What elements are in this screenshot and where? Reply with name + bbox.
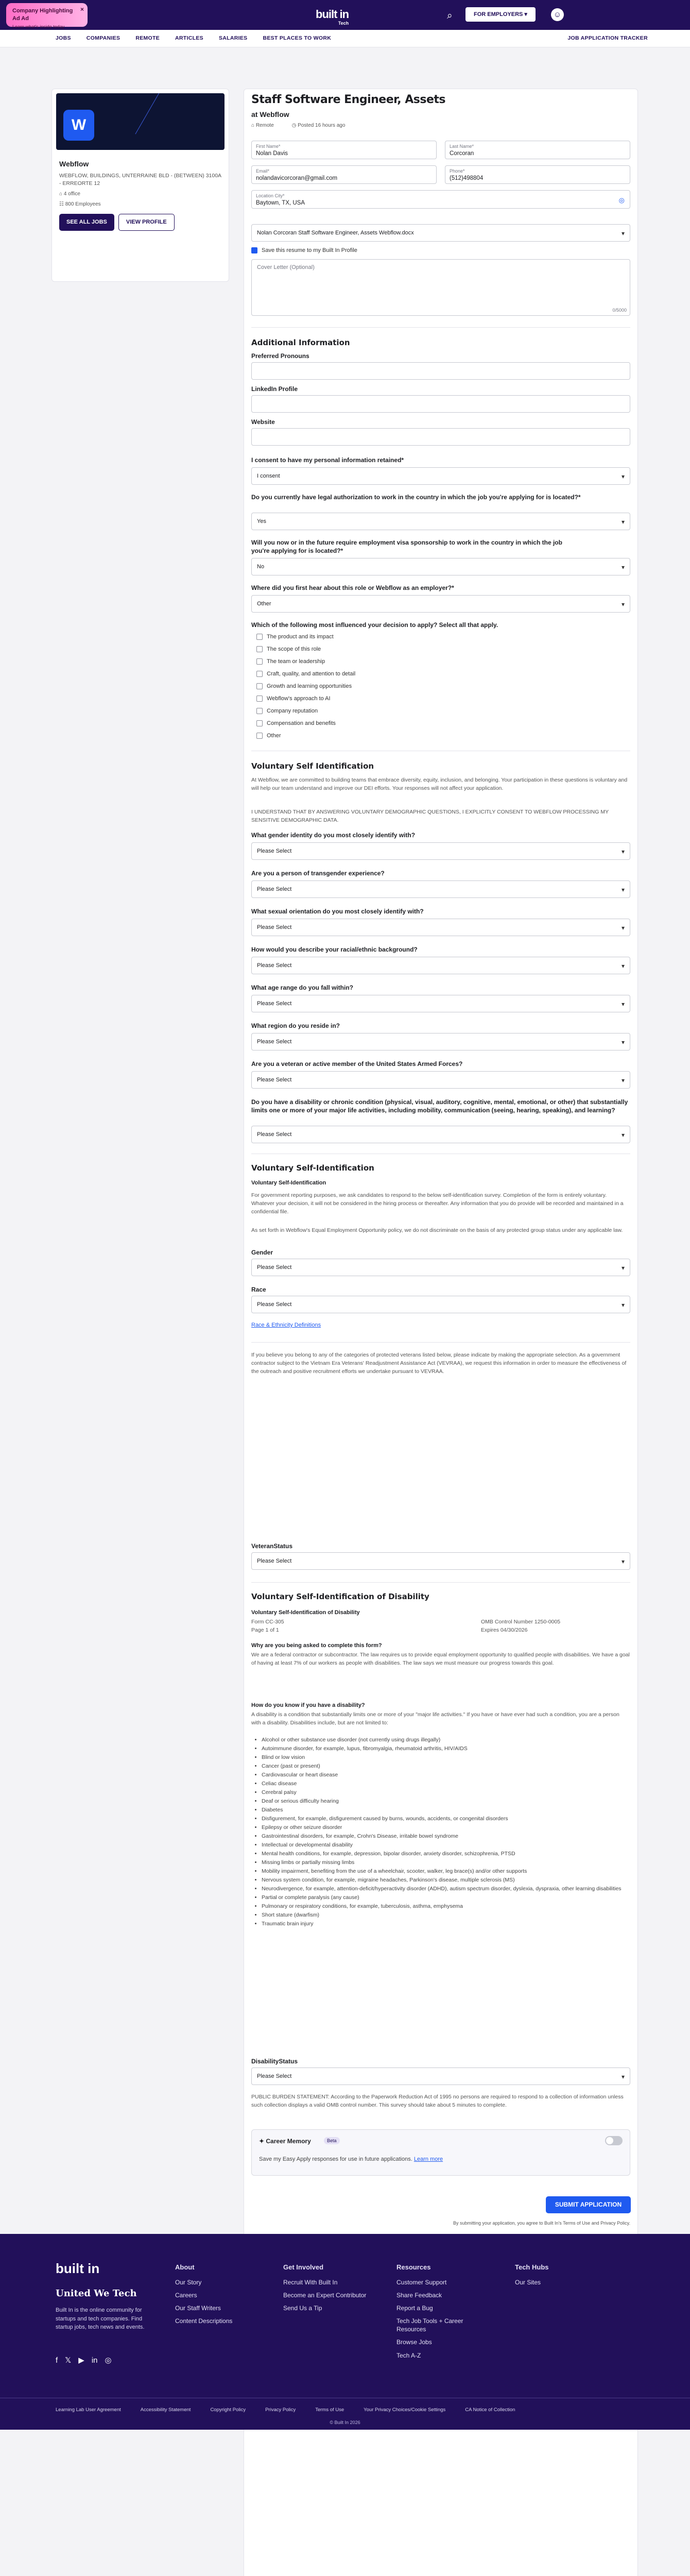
divider — [251, 1582, 630, 1583]
promo-title: Company Highlighting Ad Ad — [12, 8, 73, 22]
user-icon[interactable]: ☺ — [551, 8, 564, 21]
disability-list-item: • Autoimmune disorder, for example, lupus, fibromyalgia, rheumatoid arthritis, HIV/AIDS — [262, 1744, 622, 1753]
orientation-question: What sexual orientation do you most closely identify with? — [251, 908, 424, 915]
age-question: What age range do you fall within? — [251, 984, 354, 991]
disability-list-item: • Cancer (past or present) — [262, 1762, 622, 1771]
influence-option[interactable] — [256, 695, 331, 703]
webflow-logo-icon: W — [63, 110, 94, 141]
omb-expires: Expires 04/30/2026 — [481, 1627, 528, 1633]
footer-link[interactable]: Careers — [175, 2291, 197, 2299]
company-address: WEBFLOW, BUILDINGS, UNTERRAINE BLD - (BETWEEN) 3100A - ERREORTE 12 — [59, 172, 221, 187]
footer-link[interactable]: Customer Support — [396, 2278, 447, 2286]
region-select[interactable]: Please Select ▾ — [251, 1033, 630, 1050]
footer-blurb: Built In is the online community for startups and tech companies. Find startup jobs, tech news and events. — [56, 2307, 145, 2330]
email-field[interactable] — [251, 165, 437, 184]
footer-resources — [396, 2263, 494, 2364]
job-meta — [251, 122, 361, 129]
disability-list-item: • Short stature (dwarfism) — [262, 1911, 622, 1920]
cover-letter-textarea[interactable] — [251, 259, 630, 316]
transgender-question: Are you a person of transgender experience? — [251, 870, 385, 877]
footer-united: United We Tech — [56, 2288, 137, 2299]
job-company[interactable]: at Webflow — [251, 110, 289, 118]
nav-companies[interactable]: COMPANIES — [86, 35, 120, 42]
influence-option[interactable] — [256, 633, 334, 641]
vss2-paragraph-1: For government reporting purposes, we ask candidates to respond to the below self-identification survey. Completion of the form is entirely voluntary. Whatever your decision, it will not be considered in the hiring process or thereafter. Any information that you do provide will be recorded and maintained in a confidential file. — [251, 1192, 624, 1215]
why-answer: We are a federal contractor or subcontractor. The law requires us to provide equal employment opportunity to qualified people with disabilities. We have a goal of having at least 7% of our workers as people with disabilities. The law says we must measure our progress towards this goal. — [251, 1652, 630, 1666]
footer-resources-title: Resources — [396, 2263, 431, 2271]
career-memory-box — [251, 2129, 630, 2176]
legal-link[interactable]: Terms of Use — [315, 2407, 344, 2413]
facebook-icon[interactable]: f — [56, 2356, 58, 2365]
last-name-value: Corcoran — [450, 150, 474, 157]
omb-number: OMB Control Number 1250-0005 — [481, 1619, 561, 1625]
authorization-select[interactable]: Yes ▾ — [251, 513, 630, 530]
option-label: The team or leadership — [267, 658, 325, 665]
nav-salaries[interactable]: SALARIES — [218, 35, 248, 42]
page-body — [0, 47, 690, 2576]
footer-link[interactable]: Content Descriptions — [175, 2317, 233, 2325]
influence-option[interactable] — [256, 646, 321, 653]
transgender-select[interactable]: Please Select ▾ — [251, 880, 630, 898]
veteran-status-label: VeteranStatus — [251, 1543, 293, 1550]
influence-option[interactable] — [256, 683, 352, 690]
company-banner — [56, 93, 225, 150]
footer-link[interactable]: Tech Job Tools + Career Resources — [396, 2317, 463, 2333]
disability-list-item: • Epilepsy or other seizure disorder — [262, 1823, 622, 1832]
disability-list-item: • Gastrointestinal disorders, for example, Crohn's Disease, irritable bowel syndrome — [262, 1832, 622, 1841]
last-name-label: Last Name* — [450, 144, 474, 149]
disability-list-item: • Missing limbs or partially missing limbs — [262, 1858, 622, 1867]
consent-select[interactable]: I consent ▾ — [251, 467, 630, 485]
option-label: The scope of this role — [267, 646, 321, 652]
nav-remote[interactable]: REMOTE — [135, 35, 160, 42]
option-label: Growth and learning opportunities — [267, 683, 352, 689]
remote-chip: ⌂ Remote — [251, 123, 274, 128]
footer-link[interactable]: Browse Jobs — [396, 2338, 432, 2346]
terms-text: By submitting your application, you agree to Built In's Terms of Use and Privacy Policy. — [453, 2221, 630, 2226]
employees-text: 800 Employees — [65, 201, 101, 207]
promo-subtitle: Learn what's inside today — [12, 24, 65, 29]
region-question: What region do you reside in? — [251, 1022, 340, 1029]
save-resume-label: Save this resume to my Built In Profile — [262, 247, 357, 253]
how-answer: A disability is a condition that substantially limits one or more of your "major life activities." If you have or have ever had such a condition, you are a person with a disability. Disabilities include, but are not limited to: — [251, 1711, 619, 1726]
footer-link[interactable]: Become an Expert Contributor — [283, 2291, 367, 2299]
main-nav — [0, 30, 690, 47]
footer-link[interactable]: Our Sites — [515, 2278, 541, 2286]
pronouns-label: Preferred Pronouns — [251, 352, 309, 360]
sponsorship-question: Will you now or in the future require employment visa sponsorship to work in the country in which the job you're applying for is located?* — [251, 539, 562, 555]
veteran-info-text: If you believe you belong to any of the categories of protected veterans listed below, please indicate by making the appropriate selection. As a government contractor subject to the Vietnam Era Veterans' Readjustment Assistance Act (VEVRAA), we request this information in order to measure the effectiveness of the outreach and positive recruitment efforts we undertake pursuant to VEVRAA. — [251, 1352, 627, 1375]
authorization-question: Do you currently have legal authorization to work in the country in which the job you're applying for is located?* — [251, 494, 581, 501]
source-select[interactable]: Other ▾ — [251, 595, 630, 613]
disability-select[interactable]: Please Select ▾ — [251, 1126, 630, 1143]
pronouns-input[interactable] — [251, 362, 630, 380]
gender-identity-select[interactable]: Please Select ▾ — [251, 842, 630, 860]
vss2-paragraph-2: As set forth in Webflow's Equal Employment Opportunity policy, we do not discriminate on the basis of any protected group status under any applicable law. — [251, 1227, 623, 1233]
twitter-icon[interactable]: 𝕏 — [65, 2356, 72, 2365]
linkedin-label: LinkedIn Profile — [251, 385, 298, 393]
close-icon[interactable]: × — [80, 6, 84, 13]
footer-hubs-title: Tech Hubs — [515, 2263, 549, 2271]
career-memory-desc: Save my Easy Apply responses for use in future applications. — [259, 2156, 412, 2162]
additional-heading: Additional Information — [251, 338, 350, 347]
disability-list-item: • Partial or complete paralysis (any cause) — [262, 1893, 622, 1902]
disability-list-item: • Cardiovascular or heart disease — [262, 1771, 622, 1780]
footer-about-title: About — [175, 2263, 195, 2271]
footer-involved-title: Get Involved — [283, 2263, 324, 2271]
disability-list-item: • Traumatic brain injury — [262, 1920, 622, 1928]
application-form — [244, 89, 638, 2576]
disability-list — [262, 1736, 622, 1928]
location-value: Baytown, TX, USA — [256, 200, 305, 207]
location-field[interactable] — [251, 190, 630, 209]
career-memory-text — [259, 2156, 443, 2163]
disability-question: Do you have a disability or chronic condition (physical, visual, auditory, cognitive, mental, emotional, or other) that substantially limits one or more of your major life activities, including mobility, communication (seeing, hearing, speaking), and learning? — [251, 1098, 628, 1114]
learn-more-link[interactable]: Learn more — [413, 2156, 443, 2162]
checkbox-checked-icon[interactable] — [251, 247, 257, 253]
beta-badge: Beta — [324, 2137, 340, 2144]
disability-status-label: DisabilityStatus — [251, 2058, 298, 2065]
disability-list-item: • Pulmonary or respiratory conditions, for example, tuberculosis, asthma, emphysema — [262, 1902, 622, 1911]
first-name-label: First Name* — [256, 144, 281, 149]
veteran-question: Are you a veteran or active member of the United States Armed Forces? — [251, 1060, 463, 1067]
legal-link[interactable]: Privacy Policy — [265, 2407, 296, 2413]
disability-list-item: • Blind or low vision — [262, 1753, 622, 1762]
company-employees: ☷ 800 Employees — [59, 201, 101, 207]
phone-label: Phone* — [450, 168, 465, 174]
footer-link[interactable]: Recruit With Built In — [283, 2278, 338, 2286]
career-memory-toggle[interactable] — [605, 2136, 623, 2145]
footer-link[interactable]: Our Story — [175, 2278, 202, 2286]
locate-icon[interactable]: ◎ — [618, 196, 625, 204]
instagram-icon[interactable]: ◎ — [105, 2356, 112, 2365]
youtube-icon[interactable]: ▶ — [78, 2356, 84, 2365]
legal-link[interactable]: CA Notice of Collection — [465, 2407, 515, 2413]
linkedin-input[interactable] — [251, 395, 630, 413]
source-question: Where did you first hear about this role or Webflow as an employer?* — [251, 584, 454, 591]
legal-links — [56, 2407, 515, 2414]
social-icons — [56, 2355, 112, 2366]
resume-select[interactable]: Nolan Corcoran Staff Software Engineer, Assets Webflow.docx ▾ — [251, 224, 630, 242]
footer-link[interactable]: Send Us a Tip — [283, 2304, 322, 2312]
save-resume-checkbox[interactable] — [251, 247, 357, 255]
email-value: nolandavicorcoran@gmail.com — [256, 175, 338, 182]
company-name: Webflow — [59, 160, 89, 168]
option-label: The product and its impact — [267, 634, 334, 640]
ethnicity-select[interactable]: Please Select ▾ — [251, 957, 630, 974]
veteran-select[interactable]: Please Select ▾ — [251, 1071, 630, 1089]
vss-intro: At Webflow, we are committed to building teams that embrace diversity, equity, inclusion, and belonging. Your participation in these questions is voluntary and will help our team understand and improve our DEI efforts. Your responses will not affect your application. — [251, 777, 628, 791]
disability-list-item: • Deaf or serious difficulty hearing — [262, 1797, 622, 1806]
posted-text: Posted 16 hours ago — [298, 123, 346, 128]
how-question: How do you know if you have a disability? — [251, 1702, 365, 1708]
disability-list-item: • Mobility impairment, benefiting from the use of a wheelchair, scooter, walker, leg brace(s) and/or other supports — [262, 1867, 622, 1876]
disability-heading: Voluntary Self-Identification of Disability — [251, 1592, 429, 1601]
legal-link[interactable]: Accessibility Statement — [140, 2407, 191, 2413]
first-name-value: Nolan Davis — [256, 150, 288, 157]
disability-list-item: • Intellectual or developmental disability — [262, 1841, 622, 1850]
footer-link[interactable]: Report a Bug — [396, 2304, 433, 2312]
search-icon[interactable]: ⌕ — [447, 10, 453, 21]
influence-option[interactable] — [256, 707, 318, 715]
option-label: Compensation and benefits — [267, 720, 336, 726]
disability-status-select[interactable]: Please Select ▾ — [251, 2067, 630, 2085]
orientation-select[interactable]: Please Select ▾ — [251, 919, 630, 936]
ethnicity-question: How would you describe your racial/ethnic background? — [251, 946, 418, 953]
sponsorship-select[interactable]: No ▾ — [251, 558, 630, 575]
phone-value: (512)498804 — [450, 175, 484, 182]
last-name-field[interactable] — [445, 141, 630, 159]
disability-list-item: • Alcohol or other substance use disorder (not currently using drugs illegally) — [262, 1736, 622, 1744]
phone-field[interactable] — [445, 165, 630, 184]
posted-chip: ◷ Posted 16 hours ago — [291, 123, 346, 128]
footer-hubs — [515, 2263, 549, 2291]
legal-link[interactable]: Copyright Policy — [210, 2407, 246, 2413]
for-employers-button[interactable]: FOR EMPLOYERS ▾ — [465, 7, 536, 22]
consent-question: I consent to have my personal information retained* — [251, 456, 404, 464]
race-definitions-link[interactable]: Race & Ethnicity Definitions — [251, 1322, 321, 1328]
vss2-subheading: Voluntary Self-Identification — [251, 1180, 326, 1186]
influence-option[interactable] — [256, 658, 325, 666]
disability-list-item: • Celiac disease — [262, 1780, 622, 1788]
vss-heading: Voluntary Self Identification — [251, 761, 374, 771]
influence-question: Which of the following most influenced your decision to apply? Select all that apply. — [251, 621, 498, 629]
race-label: Race — [251, 1286, 266, 1293]
site-logo[interactable] — [316, 7, 349, 26]
logo-tag: Tech — [338, 20, 349, 26]
legal-link[interactable]: Learning Lab User Agreement — [56, 2407, 121, 2413]
why-question: Why are you being asked to complete this form? — [251, 1642, 382, 1649]
career-memory-title: ✦ Career Memory — [259, 2138, 311, 2145]
gender-identity-question: What gender identity do you most closely identify with? — [251, 832, 416, 839]
top-bar — [0, 0, 690, 30]
form-number: Form CC-305 — [251, 1619, 284, 1625]
nav-articles[interactable]: ARTICLES — [175, 35, 203, 42]
form-page: Page 1 of 1 — [251, 1627, 279, 1633]
cover-letter-placeholder: Cover Letter (Optional) — [257, 264, 315, 270]
option-label: Other — [267, 733, 281, 739]
disability-list-item: • Diabetes — [262, 1806, 622, 1815]
footer-logo[interactable]: built in — [56, 2261, 100, 2276]
submit-application-button[interactable]: SUBMIT APPLICATION — [546, 2196, 631, 2213]
char-count: 0/5000 — [612, 307, 627, 313]
see-all-jobs-button[interactable]: SEE ALL JOBS — [59, 214, 114, 231]
promo-banner[interactable] — [6, 3, 88, 27]
footer-link[interactable]: Share Feedback — [396, 2291, 442, 2299]
option-label: Company reputation — [267, 708, 318, 714]
nav-job-tracker[interactable]: JOB APPLICATION TRACKER — [567, 35, 648, 42]
company-offices: ⌂ 4 office — [59, 191, 80, 197]
location-label: Location City* — [256, 193, 285, 198]
company-card — [51, 89, 229, 282]
disability-list-item: • Nervous system condition, for example, migraine headaches, Parkinson's disease, multiple sclerosis (MS) — [262, 1876, 622, 1885]
logo-text: built in — [316, 8, 349, 21]
influence-option[interactable] — [256, 670, 355, 678]
disability-list-item: • Cerebral palsy — [262, 1788, 622, 1797]
view-profile-button[interactable]: VIEW PROFILE — [118, 214, 175, 231]
divider — [251, 1342, 630, 1343]
public-burden-statement: PUBLIC BURDEN STATEMENT: According to the Paperwork Reduction Act of 1995 no persons are required to respond to a collection of information unless such collection displays a valid OMB control number. This survey should take about 5 minutes to complete. — [251, 2094, 624, 2108]
nav-jobs[interactable]: JOBS — [56, 35, 71, 42]
footer-link[interactable]: Our Staff Writers — [175, 2304, 221, 2312]
gender-label: Gender — [251, 1249, 273, 1256]
legal-link[interactable]: Your Privacy Choices/Cookie Settings — [364, 2407, 446, 2413]
career-memory-title-text: Career Memory — [266, 2138, 311, 2145]
footer-about — [175, 2263, 232, 2330]
divider — [251, 327, 630, 328]
website-input[interactable] — [251, 428, 630, 446]
influence-option[interactable] — [256, 720, 336, 727]
veteran-status-select[interactable]: Please Select ▾ — [251, 1552, 630, 1570]
age-select[interactable]: Please Select ▾ — [251, 995, 630, 1012]
vss-consent: I UNDERSTAND THAT BY ANSWERING VOLUNTARY DEMOGRAPHIC QUESTIONS, I EXPLICITLY CONSENT TO WEBFLOW PROCESSING MY SENSITIVE DEMOGRAPHIC DATA. — [251, 809, 609, 823]
influence-option[interactable] — [256, 732, 281, 740]
footer-link[interactable]: Tech A-Z — [396, 2351, 421, 2359]
disability-form-title: Voluntary Self-Identification of Disability — [251, 1609, 360, 1616]
vss2-heading: Voluntary Self-Identification — [251, 1163, 374, 1173]
site-footer — [0, 2234, 690, 2430]
copyright: © Built In 2026 — [330, 2420, 360, 2425]
email-label: Email* — [256, 168, 270, 174]
option-label: Webflow's approach to AI — [267, 696, 331, 702]
nav-best-places[interactable]: BEST PLACES TO WORK — [263, 35, 332, 42]
website-label: Website — [251, 418, 275, 426]
first-name-field[interactable] — [251, 141, 437, 159]
remote-text: Remote — [255, 123, 274, 128]
job-title: Staff Software Engineer, Assets — [251, 93, 446, 106]
offices-text: 4 office — [63, 191, 80, 197]
option-label: Craft, quality, and attention to detail — [267, 671, 356, 677]
disability-list-item: • Neurodivergence, for example, attention-deficit/hyperactivity disorder (ADHD), autism spectrum disorder, dyslexia, dyspraxia, other learning disabilities — [262, 1885, 622, 1893]
footer-involved — [283, 2263, 371, 2317]
linkedin-icon[interactable]: in — [91, 2356, 98, 2365]
gender-select[interactable]: Please Select ▾ — [251, 1259, 630, 1276]
disability-list-item: • Mental health conditions, for example, depression, bipolar disorder, anxiety disorder, schizophrenia, PTSD — [262, 1850, 622, 1858]
disability-list-item: • Disfigurement, for example, disfigurement caused by burns, wounds, accidents, or congenital disorders — [262, 1815, 622, 1823]
race-select[interactable]: Please Select ▾ — [251, 1296, 630, 1313]
